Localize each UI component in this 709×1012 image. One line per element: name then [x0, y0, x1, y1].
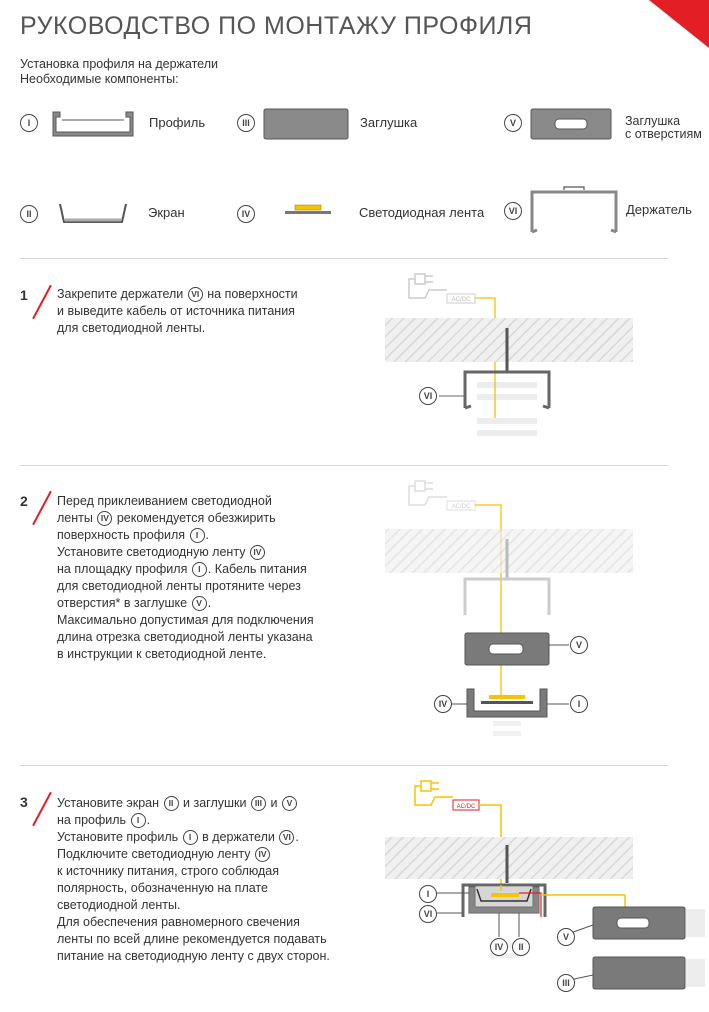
component-label-screen: Экран: [148, 205, 185, 220]
separator: [20, 765, 668, 766]
step3-badge-iii: III: [251, 796, 266, 811]
step-1-text: [57, 286, 357, 337]
step3-badge-i: I: [131, 813, 146, 828]
step1-t2: на поверхности: [207, 287, 298, 301]
step3-badge-iv: IV: [255, 847, 270, 862]
power-cable: [541, 895, 625, 907]
step3-t8: .: [295, 830, 299, 844]
step2-badge-i-2: I: [192, 562, 207, 577]
step1-t3: и выведите кабель от источника питания: [57, 304, 295, 318]
step2-t1: Перед приклеиванием светодиодной: [57, 494, 272, 508]
step2-badge-v: V: [192, 596, 207, 611]
holder: [465, 579, 549, 615]
step-number-3: 3: [20, 794, 28, 810]
plug-icon: [409, 481, 447, 505]
diffuser-screen-icon: [58, 202, 128, 226]
step1-badge-vi: VI: [188, 287, 203, 302]
step2-diagram-badge-v: V: [570, 636, 588, 654]
step3-t12: светодиодной ленты.: [57, 898, 181, 912]
step3-t1: Установите экран: [57, 796, 160, 810]
component-badge-v: V: [504, 114, 522, 132]
plug-icon: [409, 274, 447, 298]
step2-t7: на площадку профиля: [57, 562, 188, 576]
step2-t8: . Кабель питания: [207, 562, 307, 576]
ceiling-surface: [385, 529, 633, 573]
step-slash-3: [32, 792, 52, 826]
end-cap-with-hole-icon: [530, 108, 612, 140]
step3-t14: ленты по всей длине рекомендуется подавать: [57, 932, 327, 946]
end-cap: [593, 957, 685, 989]
step2-badge-iv: IV: [97, 511, 112, 526]
corner-accent: [649, 0, 709, 48]
led-strip: [489, 695, 525, 699]
step2-diagram-badge-iv: IV: [434, 695, 452, 713]
step3-t6: Установите профиль: [57, 830, 179, 844]
step-3-text: [57, 795, 357, 965]
ghost-profile: [477, 382, 537, 436]
step3-t4: на профиль: [57, 813, 127, 827]
step2-t14: в инструкции к светодиодной ленте.: [57, 647, 267, 661]
step-number-2: 2: [20, 493, 28, 509]
component-label-end-cap-hole: Заглушка с отверстиям: [625, 114, 702, 141]
step2-badge-iv-2: IV: [250, 545, 265, 560]
step3-badge-v: V: [282, 796, 297, 811]
component-badge-iii: III: [237, 114, 255, 132]
led-strip: [491, 893, 519, 897]
step2-t5: .: [205, 528, 210, 542]
intro-text: [20, 57, 218, 87]
step3-t10: к источнику питания, строго соблюдая: [57, 864, 279, 878]
separator: [20, 465, 668, 466]
step3-diagram-badge-ii: II: [512, 938, 530, 956]
ceiling-surface: [385, 318, 633, 362]
step3-t9: Подключите светодиодную ленту: [57, 847, 251, 861]
step2-t6: Установите светодиодную ленту: [57, 545, 246, 559]
holder-bracket-icon: [528, 186, 620, 236]
component-label-holder: Держатель: [626, 202, 692, 217]
end-cap-icon: [263, 108, 349, 140]
step2-t12: Максимально допустимая для подключения: [57, 613, 314, 627]
step2-t4: поверхность профиля: [57, 528, 186, 542]
step2-t3: рекомендуется обезжирить: [116, 511, 276, 525]
step2-t11: .: [207, 596, 212, 610]
step3-diagram-badge-i: I: [419, 885, 437, 903]
acdc-label: AC/DC: [451, 297, 471, 303]
step3-t13: Для обеспечения равномерного свечения: [57, 915, 300, 929]
step3-t15: питание на светодиодную ленту с двух сторон.: [57, 949, 330, 963]
step-2-diagram: [385, 475, 635, 745]
step3-t11: полярность, обозначенную на плате: [57, 881, 268, 895]
step-number-1: 1: [20, 287, 28, 303]
step3-diagram-badge-iii: III: [557, 974, 575, 992]
step3-diagram-badge-vi: VI: [419, 905, 437, 923]
step-1-diagram: [385, 268, 635, 448]
plug-icon: [415, 781, 453, 805]
step1-t1: Закрепите держатели: [57, 287, 184, 301]
step2-t10: отверстия* в заглушке: [57, 596, 188, 610]
step3-t7: в держатели: [202, 830, 275, 844]
component-badge-iv: IV: [237, 205, 255, 223]
component-badge-ii: II: [20, 205, 38, 223]
step2-t2: ленты: [57, 511, 93, 525]
step2-t9: для светодиодной ленты протяните через: [57, 579, 301, 593]
intro-line-2: Необходимые компоненты:: [20, 72, 179, 86]
page-title: РУКОВОДСТВО ПО МОНТАЖУ ПРОФИЛЯ: [20, 12, 533, 40]
step2-badge-i: I: [190, 528, 205, 543]
separator: [20, 258, 668, 259]
step3-t5: .: [146, 813, 151, 827]
component-label-profile: Профиль: [149, 115, 206, 130]
profile-icon: [50, 108, 136, 140]
led-strip-icon: [283, 204, 333, 218]
step3-t3: и: [270, 796, 278, 810]
step-slash-1: [32, 285, 52, 319]
step3-badge-vi: VI: [279, 830, 294, 845]
component-label-end-cap: Заглушка: [360, 115, 418, 130]
step3-badge-ii: II: [164, 796, 179, 811]
acdc-label: AC/DC: [456, 804, 476, 810]
component-label-led: Светодиодная лента: [359, 205, 485, 220]
step3-badge-i-2: I: [183, 830, 198, 845]
step1-t4: для светодиодной ленты.: [57, 321, 206, 335]
acdc-label: AC/DC: [451, 504, 471, 510]
step3-diagram-badge-iv: IV: [490, 938, 508, 956]
step2-t13: длина отрезка светодиодной ленты указана: [57, 630, 313, 644]
intro-line-1: Установка профиля на держатели: [20, 57, 218, 71]
step-slash-2: [32, 491, 52, 525]
step1-diagram-badge-vi: VI: [419, 387, 437, 405]
step-2-text: [57, 493, 357, 663]
step3-diagram-badge-v: V: [557, 928, 575, 946]
holder: [465, 372, 549, 408]
component-badge-vi: VI: [504, 202, 522, 220]
ceiling-surface: [385, 837, 633, 879]
step2-diagram-badge-i: I: [570, 695, 588, 713]
step3-t2: и заглушки: [183, 796, 247, 810]
component-badge-i: I: [20, 114, 38, 132]
